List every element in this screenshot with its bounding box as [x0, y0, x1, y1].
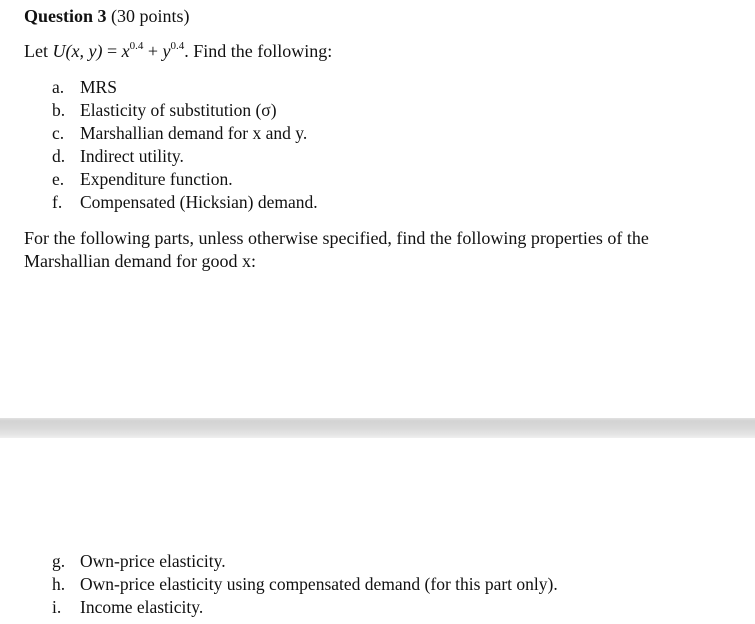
term-y-base: y — [162, 41, 171, 61]
item-text: Elasticity of substitution (σ) — [80, 100, 277, 120]
item-marker: a. — [52, 77, 65, 97]
item-text: Own-price elasticity. — [80, 551, 226, 571]
list-item — [52, 99, 318, 122]
item-text: MRS — [80, 77, 117, 97]
intro-suffix: . Find the following: — [184, 41, 333, 61]
item-text: Compensated (Hicksian) demand. — [80, 192, 318, 212]
item-text: Expenditure function. — [80, 169, 233, 189]
item-text: Marshallian demand for x and y. — [80, 123, 308, 143]
term-y-exponent: 0.4 — [170, 40, 185, 52]
question-points: (30 points) — [111, 6, 190, 26]
page-bottom — [0, 438, 755, 624]
item-marker: e. — [52, 169, 65, 189]
list-item — [52, 76, 318, 99]
page-divider — [0, 418, 755, 438]
question-title — [24, 6, 190, 27]
list-item — [52, 550, 558, 573]
question-intro — [24, 41, 332, 62]
utility-function-args: (x, y) — [65, 41, 103, 61]
utility-function-name: U — [52, 41, 66, 61]
equals-sign: = — [102, 41, 122, 61]
item-text: Income elasticity. — [80, 597, 204, 617]
parts-list-g-i — [52, 550, 558, 619]
item-marker: d. — [52, 146, 66, 166]
list-item — [52, 191, 318, 214]
item-marker: b. — [52, 100, 66, 120]
instructions-paragraph: For the following parts, unless otherwise specified, find the following properties of the Marshallian demand for good x: — [24, 228, 649, 271]
term-x-base: x — [121, 41, 130, 61]
item-text: Own-price elasticity using compensated demand (for this part only). — [80, 574, 558, 594]
parts-list-a-f — [52, 76, 318, 214]
item-text: Indirect utility. — [80, 146, 184, 166]
item-marker: h. — [52, 574, 66, 594]
term-x-exponent: 0.4 — [129, 40, 144, 52]
list-item — [52, 145, 318, 168]
plus-sign: + — [143, 41, 163, 61]
item-marker: i. — [52, 597, 62, 617]
list-item — [52, 122, 318, 145]
item-marker: c. — [52, 123, 65, 143]
list-item — [52, 168, 318, 191]
list-item — [52, 596, 558, 619]
item-marker: f. — [52, 192, 63, 212]
list-item — [52, 573, 558, 596]
intro-prefix: Let — [24, 41, 53, 61]
item-marker: g. — [52, 551, 66, 571]
question-label: Question 3 — [24, 6, 107, 26]
